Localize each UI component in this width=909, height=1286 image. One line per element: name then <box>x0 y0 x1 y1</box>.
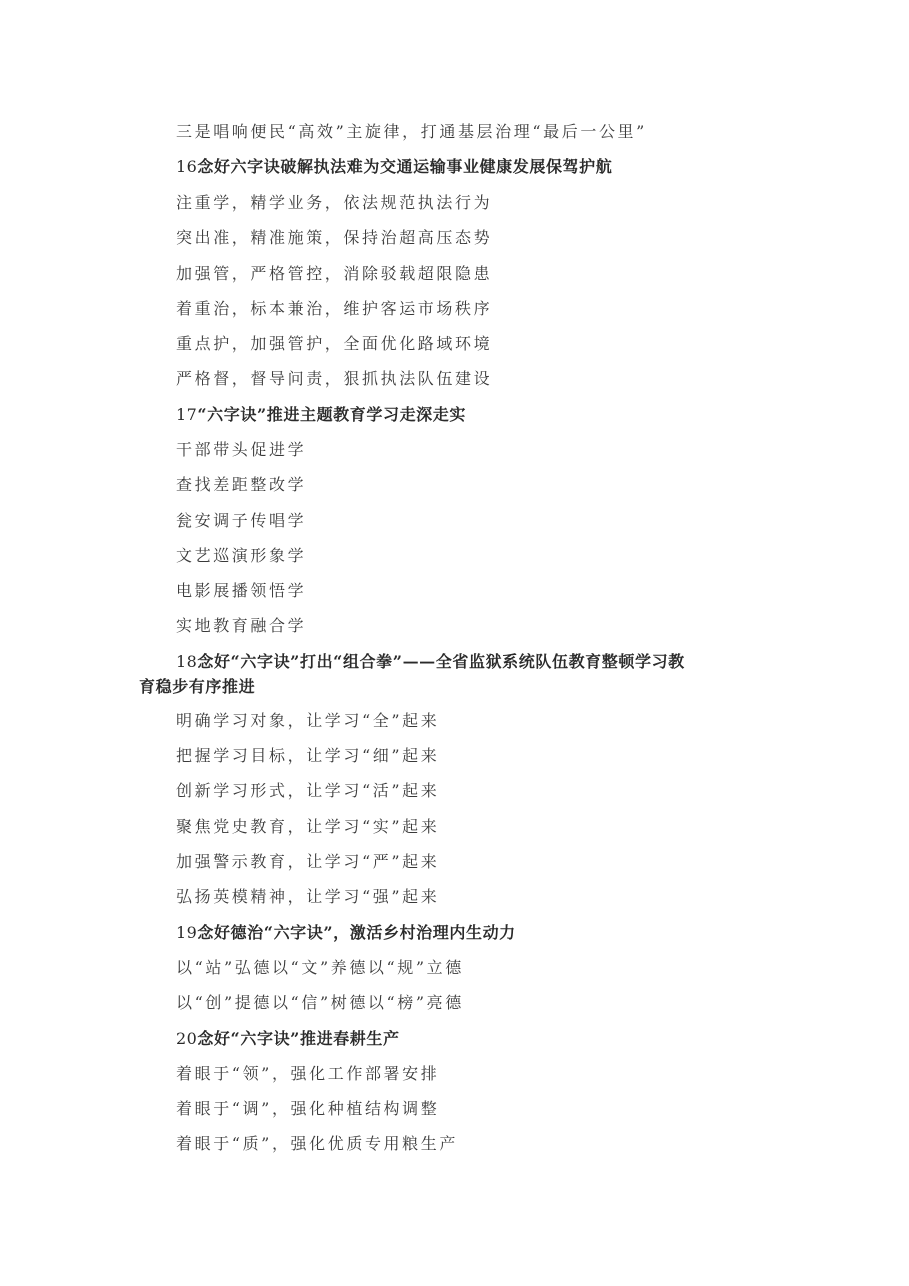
text-line: 实地教育融合学 <box>176 616 307 635</box>
heading-text: 念好六字诀破解执法难为交通运输事业健康发展保驾护航 <box>197 157 613 176</box>
text-line: 瓮安调子传唱学 <box>176 511 307 530</box>
heading-continuation: 育稳步有序推进 <box>139 677 256 696</box>
heading-number: 18 <box>176 652 198 671</box>
text-line: 着眼于“质”，强化优质专用粮生产 <box>176 1134 458 1153</box>
heading-number: 17 <box>176 405 198 424</box>
text-line: 干部带头促进学 <box>176 440 307 459</box>
section-heading-17 <box>176 405 466 425</box>
text-line: 加强管，严格管控，消除驳载超限隐患 <box>176 264 493 283</box>
text-line: 加强警示教育，让学习“严”起来 <box>176 852 440 871</box>
text-line: 聚焦党史教育，让学习“实”起来 <box>176 817 440 836</box>
text-line: 着重治，标本兼治，维护客运市场秩序 <box>176 299 493 318</box>
text-line: 明确学习对象，让学习“全”起来 <box>176 711 440 730</box>
text-line: 着眼于“调”，强化种植结构调整 <box>176 1099 440 1118</box>
section-heading-20 <box>176 1029 400 1049</box>
text-line: 文艺巡演形象学 <box>176 546 307 565</box>
text-line: 把握学习目标，让学习“细”起来 <box>176 746 440 765</box>
heading-text: 念好德治“六字诀”，激活乡村治理内生动力 <box>197 923 516 942</box>
section-heading-18 <box>176 652 685 672</box>
section-heading-16 <box>176 157 612 177</box>
heading-number: 20 <box>176 1029 198 1048</box>
text-line: 创新学习形式，让学习“活”起来 <box>176 781 440 800</box>
text-line: 以“站”弘德以“文”养德以“规”立德 <box>176 958 464 977</box>
heading-number: 19 <box>176 923 198 942</box>
text-line: 弘扬英模精神，让学习“强”起来 <box>176 887 440 906</box>
heading-text: 念好“六字诀”推进春耕生产 <box>197 1029 400 1048</box>
heading-number: 16 <box>176 157 198 176</box>
text-line: 着眼于“领”，强化工作部署安排 <box>176 1064 440 1083</box>
heading-text: “六字诀”推进主题教育学习走深走实 <box>197 405 466 424</box>
text-line: 注重学，精学业务，依法规范执法行为 <box>176 193 493 212</box>
text-line: 突出准，精准施策，保持治超高压态势 <box>176 228 493 247</box>
text-line: 三是唱响便民“高效”主旋律，打通基层治理“最后一公里” <box>176 122 647 141</box>
section-heading-19 <box>176 923 516 943</box>
text-line: 重点护，加强管护，全面优化路域环境 <box>176 334 493 353</box>
text-line: 查找差距整改学 <box>176 475 307 494</box>
text-line: 严格督，督导问责，狠抓执法队伍建设 <box>176 369 493 388</box>
text-line: 电影展播领悟学 <box>176 581 307 600</box>
text-line: 以“创”提德以“信”树德以“榜”亮德 <box>176 993 464 1012</box>
heading-text: 念好“六字诀”打出“组合拳”——全省监狱系统队伍教育整顿学习教 <box>197 652 685 671</box>
